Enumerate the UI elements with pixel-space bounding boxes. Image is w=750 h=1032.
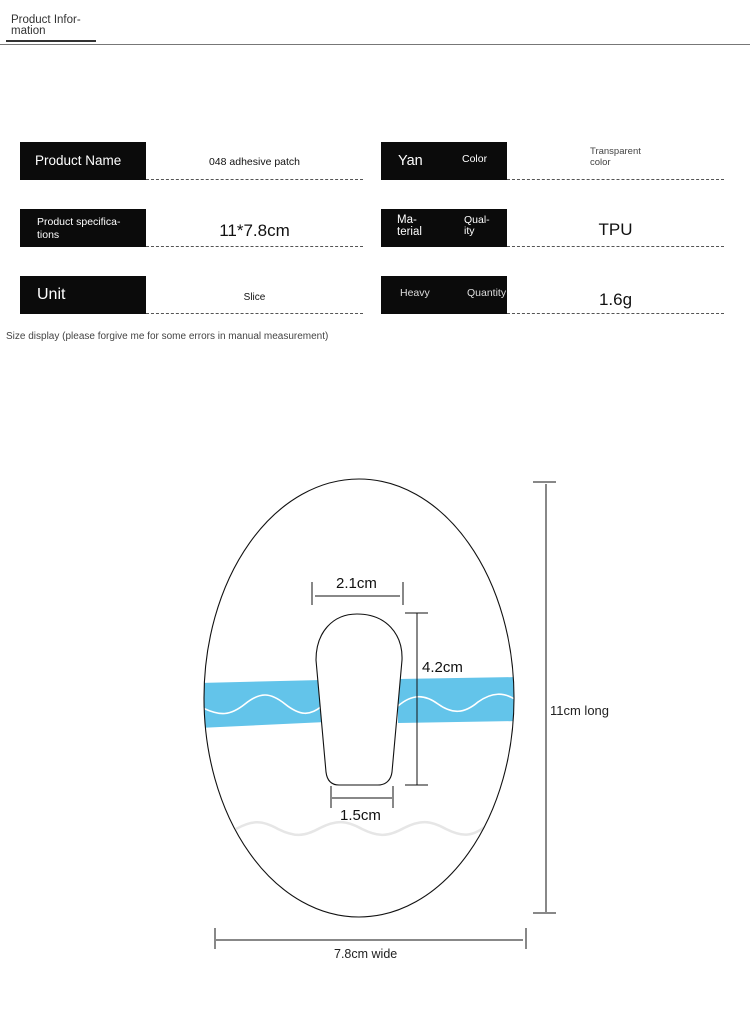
color-value: Transparent color xyxy=(590,146,641,168)
dim-label-bottom-width: 1.5cm xyxy=(340,807,381,824)
material-label-sub: Qual-ity xyxy=(464,214,490,237)
size-display-note: Size display (please forgive me for some errors in manual measurement) xyxy=(6,331,329,342)
product-name-value: 048 adhesive patch xyxy=(208,156,301,168)
material-value: TPU xyxy=(598,220,633,239)
material-label-main: Ma-terial xyxy=(397,214,422,238)
dim-label-top-width: 2.1cm xyxy=(336,575,377,592)
unit-value: Slice xyxy=(243,292,266,303)
adhesive-band-right xyxy=(398,677,520,723)
color-label-main: Yan xyxy=(398,153,423,169)
center-cutout xyxy=(316,614,402,785)
color-label-sub: Color xyxy=(462,153,488,165)
dim-label-length: 11cm long xyxy=(550,703,610,718)
weight-label-sub: Quantity xyxy=(467,287,507,299)
weight-label-main: Heavy xyxy=(400,287,430,299)
weight-value: 1.6g xyxy=(598,290,633,309)
product-name-label: Product Name xyxy=(35,153,122,168)
adhesive-band-left xyxy=(200,680,326,728)
dim-label-inner-height: 4.2cm xyxy=(422,659,463,676)
section-title: Product Infor-mation xyxy=(11,14,81,37)
spec-label: Product specifica-tions xyxy=(37,216,121,241)
unit-label: Unit xyxy=(37,286,66,303)
faint-wave xyxy=(236,822,486,835)
dim-label-width: 7.8cm wide xyxy=(334,947,398,961)
spec-value: 11*7.8cm xyxy=(219,221,290,240)
